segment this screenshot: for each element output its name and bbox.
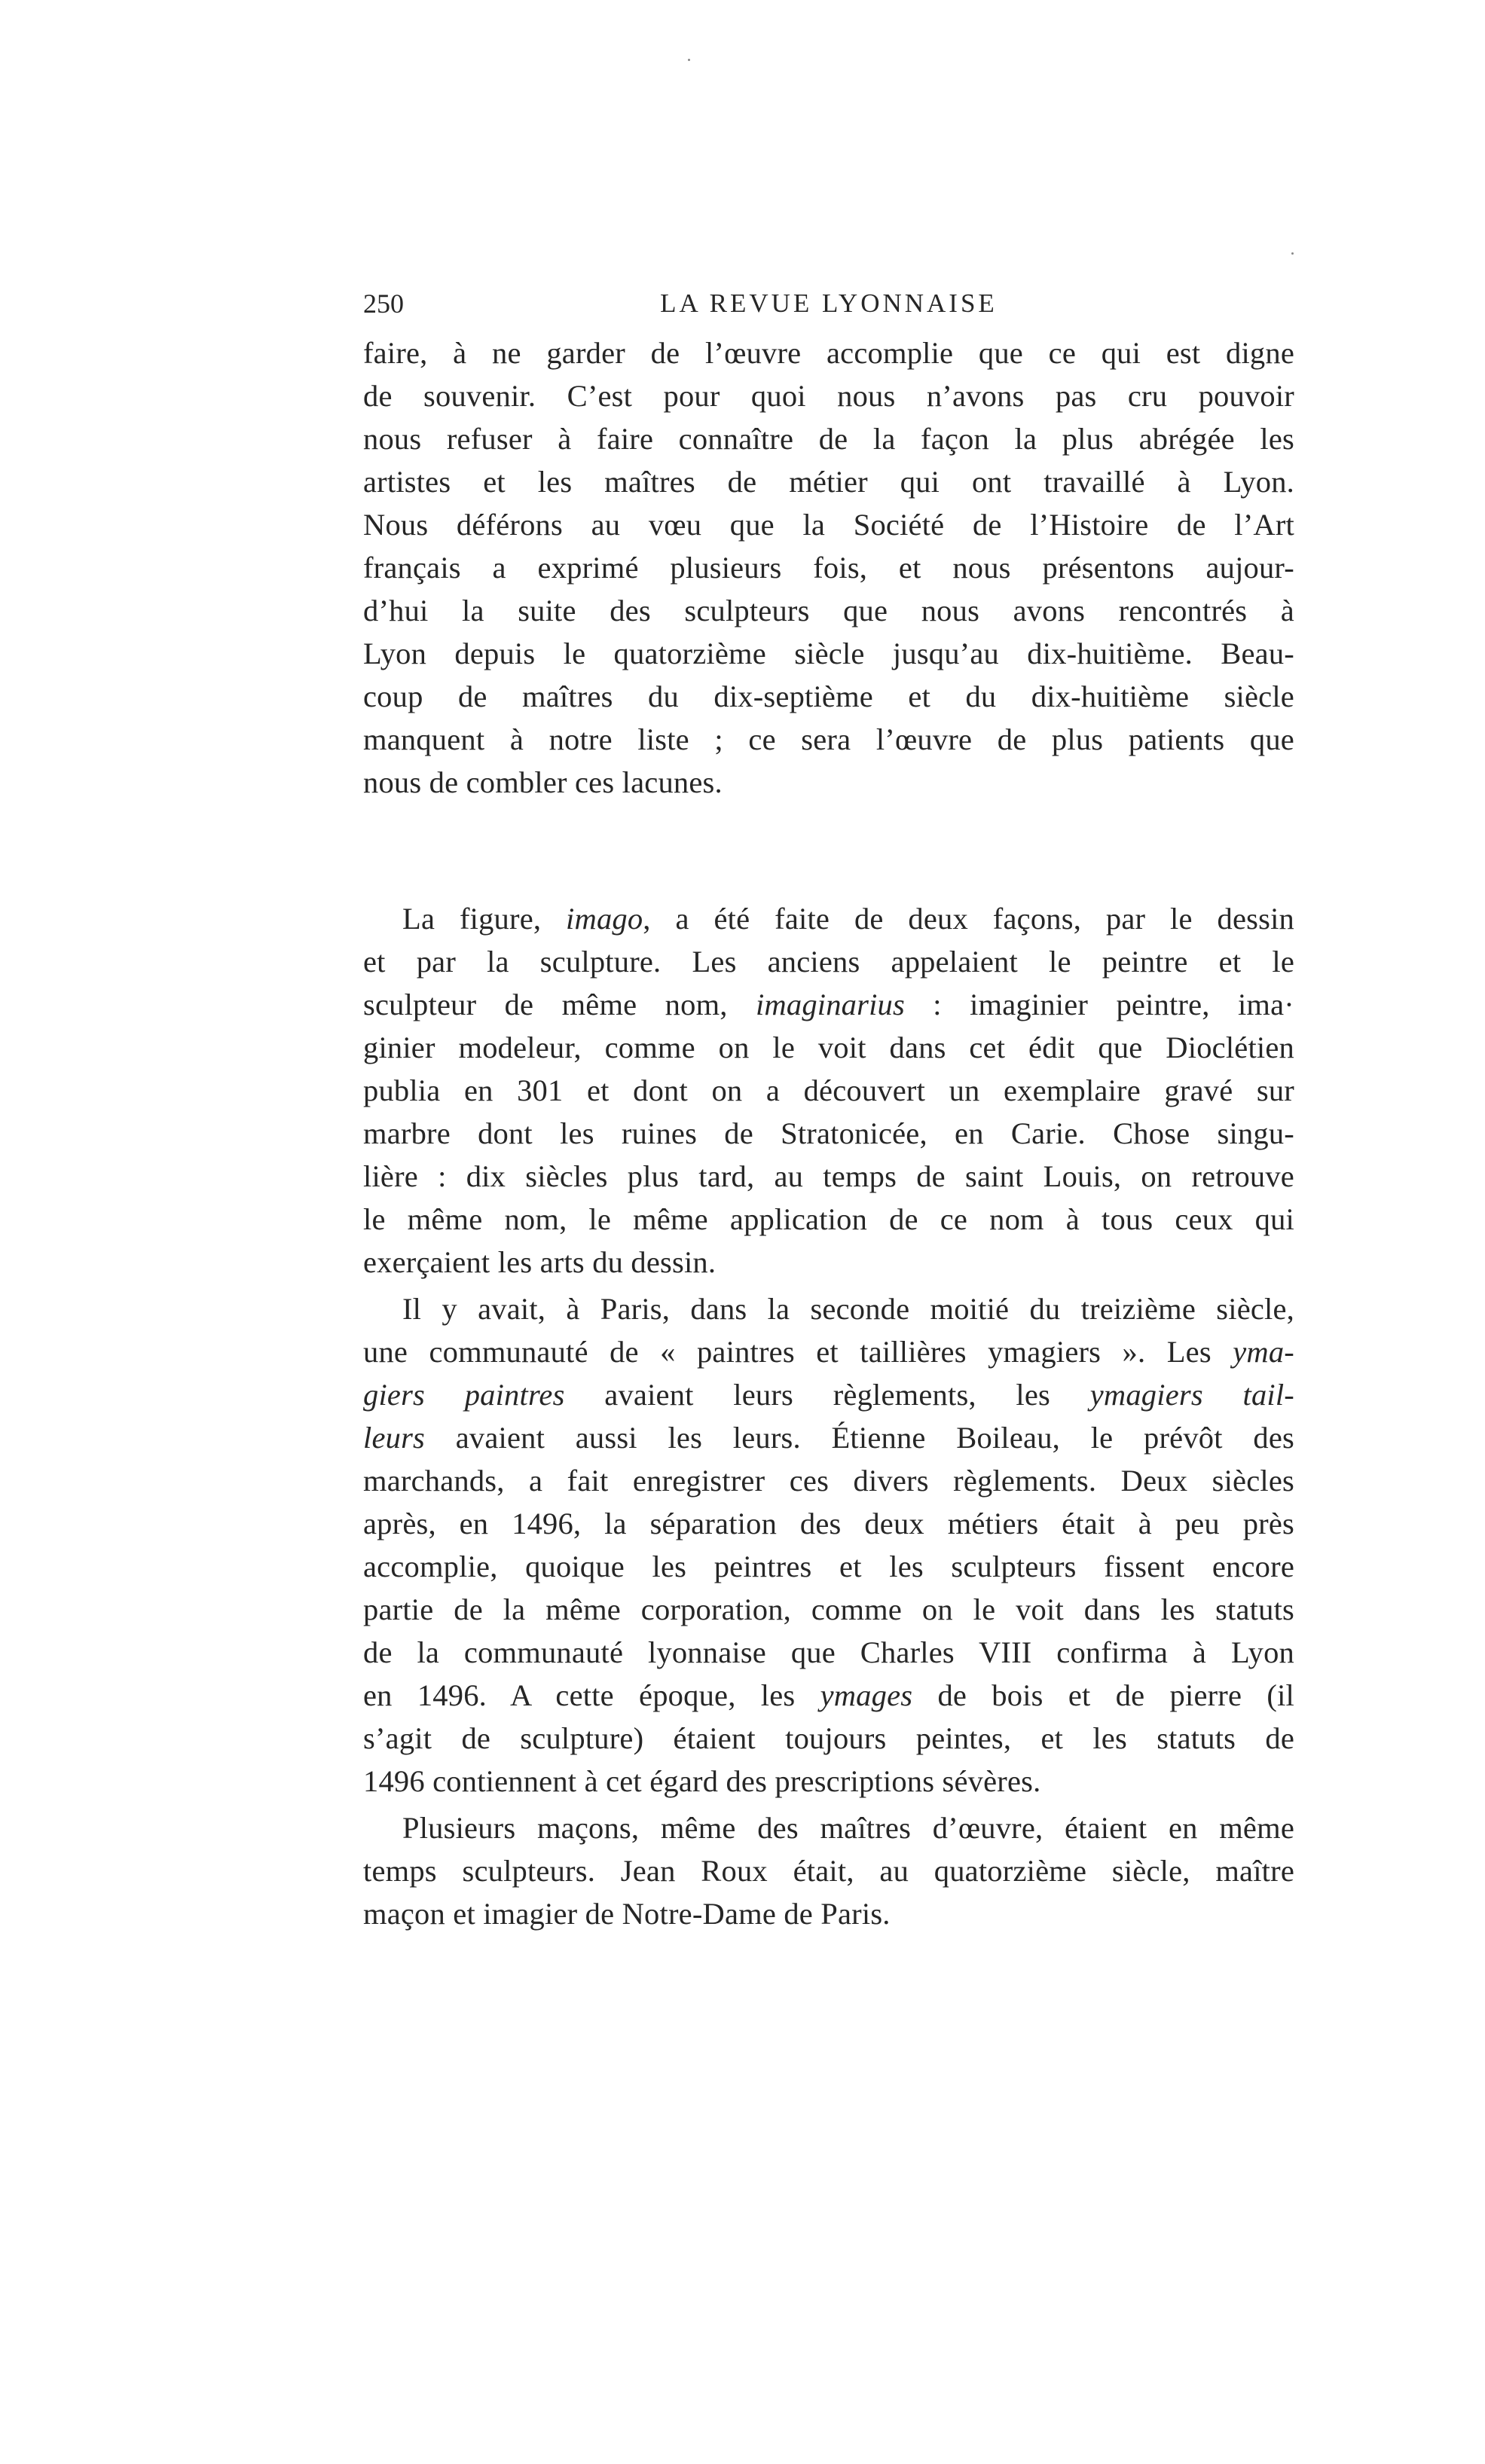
text-line: partie de la même corporation, comme on le voit dans les statuts	[363, 1592, 1294, 1626]
italic-term: yma-	[1233, 1335, 1294, 1369]
text-line: s’agit de sculpture) étaient toujours peintes, et les statuts de	[363, 1721, 1294, 1755]
text-line: et par la sculpture. Les anciens appelaient le peintre et le	[363, 945, 1294, 979]
text-line: exerçaient les arts du dessin.	[363, 1245, 717, 1279]
continued-paragraph	[363, 331, 1294, 804]
speck-mark	[688, 59, 690, 61]
main-text	[363, 897, 1294, 1935]
text-line: après, en 1496, la séparation des deux métiers était à peu près	[363, 1507, 1294, 1540]
text-line: de souvenir. C’est pour quoi nous n’avons pas cru pouvoir	[363, 379, 1294, 413]
italic-term: ymages	[820, 1678, 913, 1712]
text-line: sculpteur de même nom, imaginarius : imaginier peintre, ima·	[363, 988, 1294, 1021]
text-line: leurs avaient aussi les leurs. Étienne Boileau, le prévôt des	[363, 1421, 1294, 1455]
text-line: 1496 contiennent à cet égard des prescriptions sévères.	[363, 1764, 1041, 1798]
journal-title: LA REVUE LYONNAISE	[660, 289, 998, 318]
paragraph-masons	[363, 1806, 1294, 1935]
italic-term: imaginarius	[755, 988, 905, 1021]
paragraph-paris	[363, 1287, 1294, 1803]
text-line: coup de maîtres du dix-septième et du dix-huitième siècle	[363, 679, 1294, 713]
running-head	[363, 285, 1294, 322]
text-line: Plusieurs maçons, même des maîtres d’œuvre, étaient en même	[402, 1811, 1294, 1845]
text-line: artistes et les maîtres de métier qui ont travaillé à Lyon.	[363, 465, 1294, 499]
text-line: temps sculpteurs. Jean Roux était, au quatorzième siècle, maître	[363, 1854, 1294, 1888]
italic-term: leurs	[363, 1421, 425, 1455]
text-line: marbre dont les ruines de Stratonicée, en Carie. Chose singu-	[363, 1116, 1294, 1150]
text-line: marchands, a fait enregistrer ces divers règlements. Deux siècles	[363, 1464, 1294, 1498]
text-line: ginier modeleur, comme on le voit dans cet édit que Dioclétien	[363, 1030, 1294, 1064]
italic-term: ymagiers tail-	[1089, 1378, 1294, 1412]
speck-mark	[1291, 252, 1294, 255]
text-line: Nous déférons au vœu que la Société de l’Histoire de l’Art	[363, 508, 1294, 542]
text-line: manquent à notre liste ; ce sera l’œuvre de plus patients que	[363, 722, 1294, 756]
paragraph-figure	[363, 897, 1294, 1284]
page-number: 250	[363, 289, 404, 319]
text-line: lière : dix siècles plus tard, au temps de saint Louis, on retrouve	[363, 1159, 1294, 1193]
text-line: d’hui la suite des sculpteurs que nous avons rencontrés à	[363, 594, 1294, 627]
text-line: français a exprimé plusieurs fois, et nous présentons aujour-	[363, 551, 1294, 585]
text-line: Il y avait, à Paris, dans la seconde moitié du treizième siècle,	[402, 1292, 1294, 1326]
italic-term: imago	[566, 902, 643, 936]
italic-term: giers paintres	[363, 1378, 565, 1412]
text-line: maçon et imagier de Notre-Dame de Paris.	[363, 1897, 891, 1931]
text-line: Lyon depuis le quatorzième siècle jusqu’au dix-huitième. Beau-	[363, 637, 1294, 670]
text-line: giers paintres avaient leurs règlements, les ymagiers tail-	[363, 1378, 1294, 1412]
text-line: en 1496. A cette époque, les ymages de bois et de pierre (il	[363, 1678, 1294, 1712]
text-line: publia en 301 et dont on a découvert un exemplaire gravé sur	[363, 1073, 1294, 1107]
text-line: le même nom, le même application de ce nom à tous ceux qui	[363, 1202, 1294, 1236]
text-line: La figure, imago, a été faite de deux façons, par le dessin	[402, 902, 1294, 936]
text-line: une communauté de « paintres et taillières ymagiers ». Les yma-	[363, 1335, 1294, 1369]
text-line: faire, à ne garder de l’œuvre accomplie que ce qui est digne	[363, 336, 1294, 370]
text-line: nous de combler ces lacunes.	[363, 765, 723, 799]
text-line: nous refuser à faire connaître de la façon la plus abrégée les	[363, 422, 1294, 456]
text-line: accomplie, quoique les peintres et les sculpteurs fissent encore	[363, 1550, 1294, 1583]
text-line: de la communauté lyonnaise que Charles VIII confirma à Lyon	[363, 1635, 1294, 1669]
